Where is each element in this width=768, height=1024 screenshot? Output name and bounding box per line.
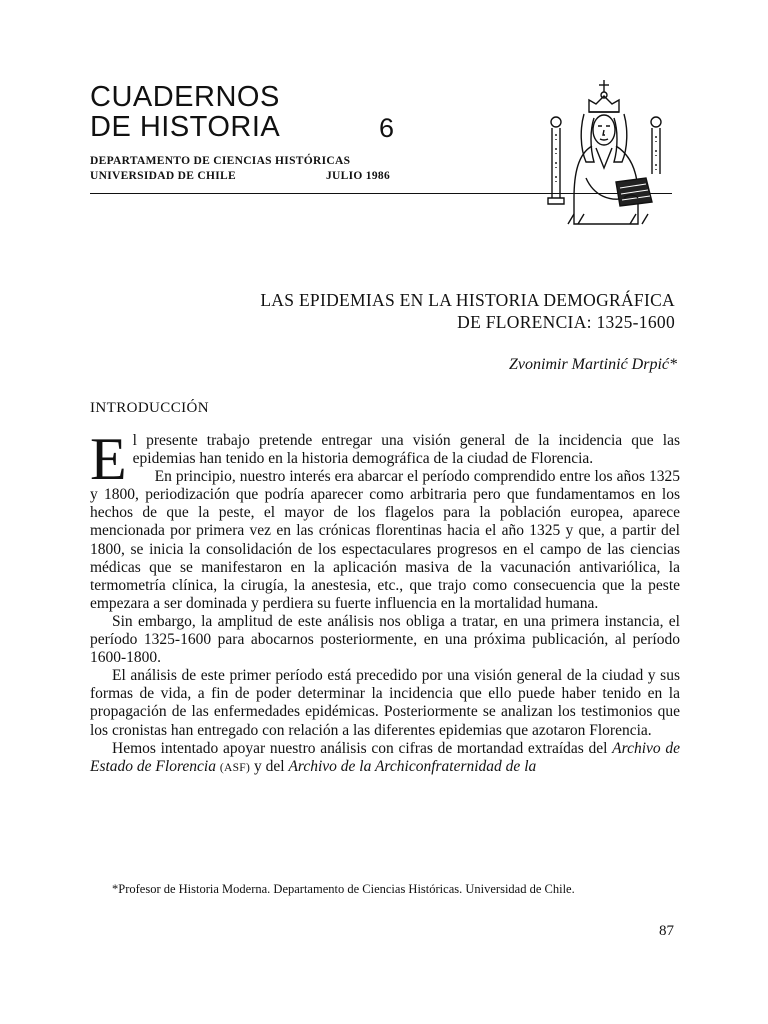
article-title: [260, 289, 675, 333]
paragraph-1: [90, 426, 680, 492]
paragraph-5-start: Hemos intentado apoyar nuestro análisis con cifras de mortandad extraídas del: [112, 739, 613, 757]
journal-title-line1: CUADERNOS: [90, 81, 280, 113]
archive-name-2: Archivo de la Archiconfraternidad de la: [288, 757, 537, 775]
issue-date: JULIO 1986: [325, 170, 390, 182]
author-footnote: *Profesor de Historia Moderna. Departamento de Ciencias Históricas. Universidad de Chile.: [112, 882, 575, 896]
paragraph-5: [90, 740, 680, 777]
issue-number: 6: [379, 113, 395, 143]
journal-title: [90, 82, 280, 142]
archive-abbreviation: (ASF): [219, 761, 251, 774]
journal-title-line2: DE HISTORIA: [90, 111, 281, 143]
drop-cap: E: [90, 426, 127, 492]
university-name: UNIVERSIDAD DE CHILE: [90, 170, 236, 182]
article-title-line1: LAS EPIDEMIAS EN LA HISTORIA DEMOGRÁFICA: [260, 290, 675, 310]
paragraph-1-text: l presente trabajo pretende entregar una visión general de la incidencia que las epidemias han tenido en la historia demográfica de la ciudad de Florencia.: [132, 432, 680, 468]
paragraph-4: El análisis de este primer período está precedido por una visión general de la ciudad y sus formas de vida, a fin de poder determinar la incidencia que ello puede haber tenido en la propagación de las enfermedades epidémicas. Posteriormente se analizan los testimonios que los cronistas han entregado con relación a las diferentes epidemias que azotaron Florencia.: [90, 667, 680, 739]
department-block: [90, 154, 390, 184]
department-name: DEPARTAMENTO DE CIENCIAS HISTÓRICAS: [90, 155, 351, 167]
article-body: [90, 426, 680, 777]
historian-figure-emblem: [534, 78, 674, 228]
article-title-line2: DE FLORENCIA: 1325-1600: [457, 312, 675, 332]
archive-name-1: Archivo de Estado de Florencia: [90, 739, 680, 775]
paragraph-3: Sin embargo, la amplitud de este análisis nos obliga a tratar, en una primera instancia, el período 1325-1600 para abocarnos posteriormente, en una próxima publicación, al período 1600-1800.: [90, 612, 680, 667]
paragraph-2: En principio, nuestro interés era abarcar el período comprendido entre los años 1325 y 1800, periodización que podría aparecer como arbitraria pero que fundamentamos en los hechos de que la peste, el mayor de los flagelos para la población europea, aparece mencionada por primera vez en las crónicas florentinas hacia el año 1325 y que, a partir del 1800, se inicia la consolidación de los espectaculares progresos en el campo de las ciencias médicas que se manifestaron en la aplicación masiva de la vacunación antivariólica, la termometría clínica, la cirugía, la anestesia, etc., que trajo como consecuencia que la peste empezara a ser dominada y perdiera su fuerte influencia en la mortalidad humana.: [90, 468, 680, 612]
page-number: 87: [659, 923, 674, 939]
paragraph-5-mid: y del: [250, 757, 289, 775]
section-heading: INTRODUCCIÓN: [90, 400, 209, 416]
author-name: Zvonimir Martinić Drpić*: [509, 356, 677, 373]
